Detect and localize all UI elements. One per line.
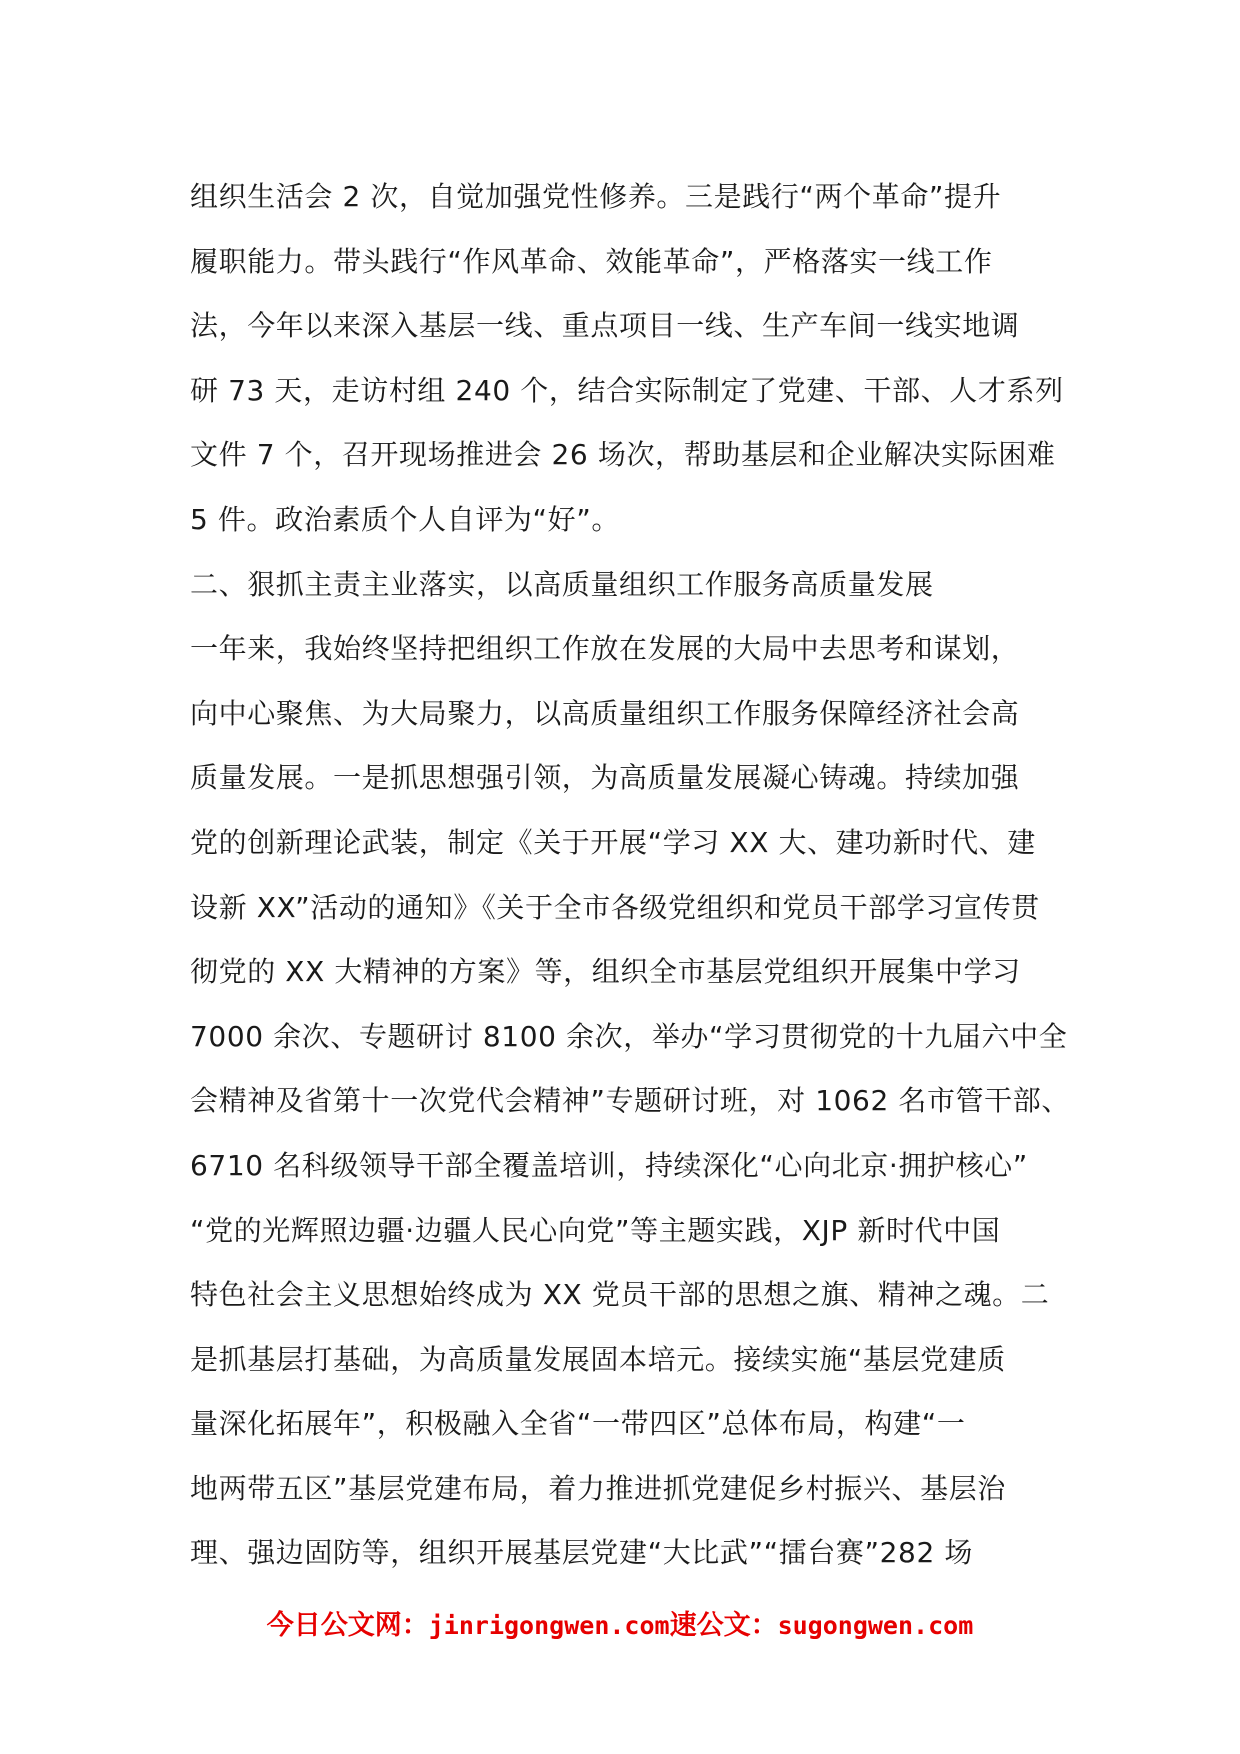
footer-link-sugongwen[interactable]: sugongwen.com xyxy=(777,1611,974,1640)
text-line: 7000 余次、专题研讨 8100 余次，举办“学习贯彻党的十九届六中全 xyxy=(190,1019,1068,1053)
text-line: 特色社会主义思想始终成为 XX 党员干部的思想之旗、精神之魂。二 xyxy=(190,1278,1050,1312)
text-line: 质量发展。一是抓思想强引领，为高质量发展凝心铸魂。持续加强 xyxy=(190,761,1020,795)
text-line: 设新 XX”活动的通知》《关于全市各级党组织和党员干部学习宣传贯 xyxy=(190,890,1040,924)
text-line: 理、强边固防等，组织开展基层党建“大比武”“擂台赛”282 场 xyxy=(190,1536,973,1570)
section-heading: 二、狠抓主责主业落实，以高质量组织工作服务高质量发展 xyxy=(190,567,934,601)
text-line: 5 件。政治素质个人自评为“好”。 xyxy=(190,502,620,536)
text-line: 文件 7 个，召开现场推进会 26 场次，帮助基层和企业解决实际困难 xyxy=(190,438,1056,472)
text-line: 党的创新理论武装，制定《关于开展“学习 XX 大、建功新时代、建 xyxy=(190,825,1036,859)
watermark-footer xyxy=(0,1603,1240,1642)
footer-label-jinrigongwen: 今日公文网： xyxy=(266,1610,429,1641)
footer-label-sugongwen: 速公文： xyxy=(669,1610,778,1641)
text-line: 向中心聚焦、为大局聚力，以高质量组织工作服务保障经济社会高 xyxy=(190,696,1020,730)
text-line: 量深化拓展年”，积极融入全省“一带四区”总体布局，构建“一 xyxy=(190,1407,966,1441)
text-line: 6710 名科级领导干部全覆盖培训，持续深化“心向北京·拥护核心” xyxy=(190,1148,1028,1182)
body-text xyxy=(190,165,1070,1586)
text-line: 法，今年以来深入基层一线、重点项目一线、生产车间一线实地调 xyxy=(190,309,1020,343)
text-line: 会精神及省第十一次党代会精神”专题研讨班，对 1062 名市管干部、 xyxy=(190,1084,1070,1118)
text-line: “党的光辉照边疆·边疆人民心向党”等主题实践，XJP 新时代中国 xyxy=(190,1213,1001,1247)
text-line: 是抓基层打基础，为高质量发展固本培元。接续实施“基层党建质 xyxy=(190,1342,1006,1376)
text-line: 一年来，我始终坚持把组织工作放在发展的大局中去思考和谋划， xyxy=(190,632,1020,666)
text-line: 组织生活会 2 次，自觉加强党性修养。三是践行“两个革命”提升 xyxy=(190,180,1002,213)
text-line: 彻党的 XX 大精神的方案》等，组织全市基层党组织开展集中学习 xyxy=(190,955,1021,989)
text-line: 地两带五区”基层党建布局，着力推进抓党建促乡村振兴、基层治 xyxy=(190,1471,1006,1505)
text-line: 履职能力。带头践行“作风革命、效能革命”，严格落实一线工作 xyxy=(190,244,993,278)
footer-link-jinrigongwen[interactable]: jinrigongwen.com xyxy=(428,1611,670,1640)
text-line: 研 73 天，走访村组 240 个，结合实际制定了党建、干部、人才系列 xyxy=(190,373,1064,407)
